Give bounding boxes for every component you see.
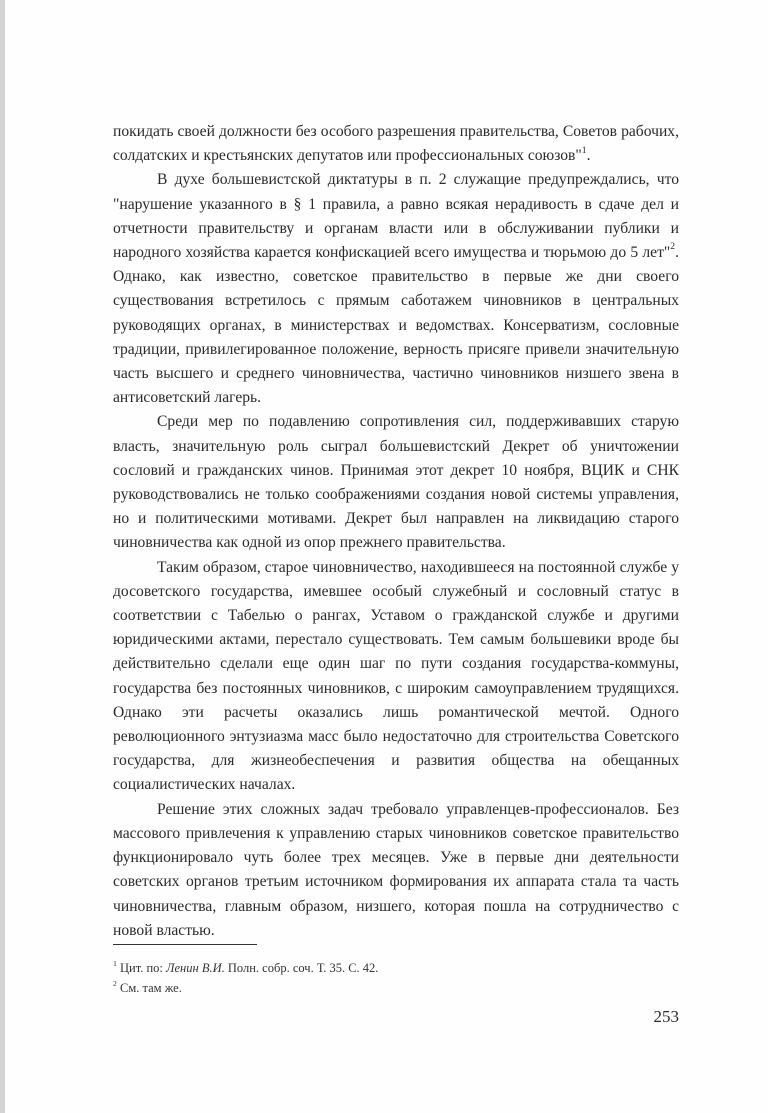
footnote-number: 2 — [113, 978, 117, 988]
page-binding-edge — [0, 0, 5, 1113]
footnote-ref-2[interactable]: 2 — [670, 241, 676, 253]
footnote-author: Ленин В.И. — [166, 961, 225, 975]
paragraph-3: Среди мер по подавлению сопротивления сил, поддерживавших старую власть, значительную роль сыграл большевистский Декрет об уничтожении сословий и гражданских чинов. Принимая этот декрет 10 ноября, ВЦИК и СНК руководствовались не только соображениями создания новой системы управления, но и политическими мотивами. Декрет был направлен на ликвидацию старого чиновничества как одной из опор прежнего правительства. — [113, 413, 679, 552]
footnote-number: 1 — [113, 958, 117, 968]
footnote-1: $^1$ Цит. по: Ленин В.И. Полн. собр. соч. Т. 35. С. 42. — [113, 958, 379, 975]
footnotes — [113, 958, 679, 998]
page-number: 253 — [653, 1007, 679, 1026]
footnote-separator — [113, 944, 257, 945]
paragraph-2: В духе большевистской диктатуры в п. 2 служащие предупреждались, что "нарушение указанного в § 1 правила, а равно всякая нерадивость в сдаче дел и отчетности правительству и органам власти или в обслуживании публики и народного хозяйства карается конфискацией всего имущества и тюрьмою до 5 лет"$^2$. Однако, как известно, советское правительство в первые же дни своего существования встретилось с прямым саботажем чиновников в центральных руководящих органах, в министерствах и ведомствах. Консерватизм, сословные традиции, привилегированное положение, верность присяге привели значительную часть высшего и среднего чиновничества, частично чиновников низшего звена в антисоветский лагерь. — [113, 171, 679, 407]
footnote-ref-1[interactable]: 1 — [581, 144, 587, 156]
paragraph-4: Таким образом, старое чиновничество, находившееся на постоянной службе у досоветского государства, имевшее особый служебный и сословный статус в соответствии с Табелью о рангах, Уставом о гражданской службе и другими юридическими актами, перестало существовать. Тем самым большевики вроде бы действительно сделали еще один шаг по пути создания государства-коммуны, государства без постоянных чиновников, с широким самоуправлением трудящихся. Однако эти расчеты оказались лишь романтической мечтой. Одного революционного энтузиазма масс было недостаточно для строительства Советского государства, для жизнеобеспечения и развития общества на обещанных социалистических началах. — [113, 558, 679, 794]
paragraph-1: покидать своей должности без особого разрешения правительства, Советов рабочих, солдатских и крестьянских депутатов или профессиональных союзов"$^1$. — [113, 123, 679, 165]
footnote-2: $^2$ См. там же. — [113, 978, 182, 995]
paragraph-5: Решение этих сложных задач требовало управленцев-профессионалов. Без массового привлечения к управлению старых чиновников советское правительство функционировало чуть более трех месяцев. Уже в первые дни деятельности советских органов третьим источником формирования их аппарата стала та часть чиновничества, главным образом, низшего, которая пошла на сотрудничество с новой властью. — [113, 800, 679, 939]
main-text — [113, 120, 679, 943]
